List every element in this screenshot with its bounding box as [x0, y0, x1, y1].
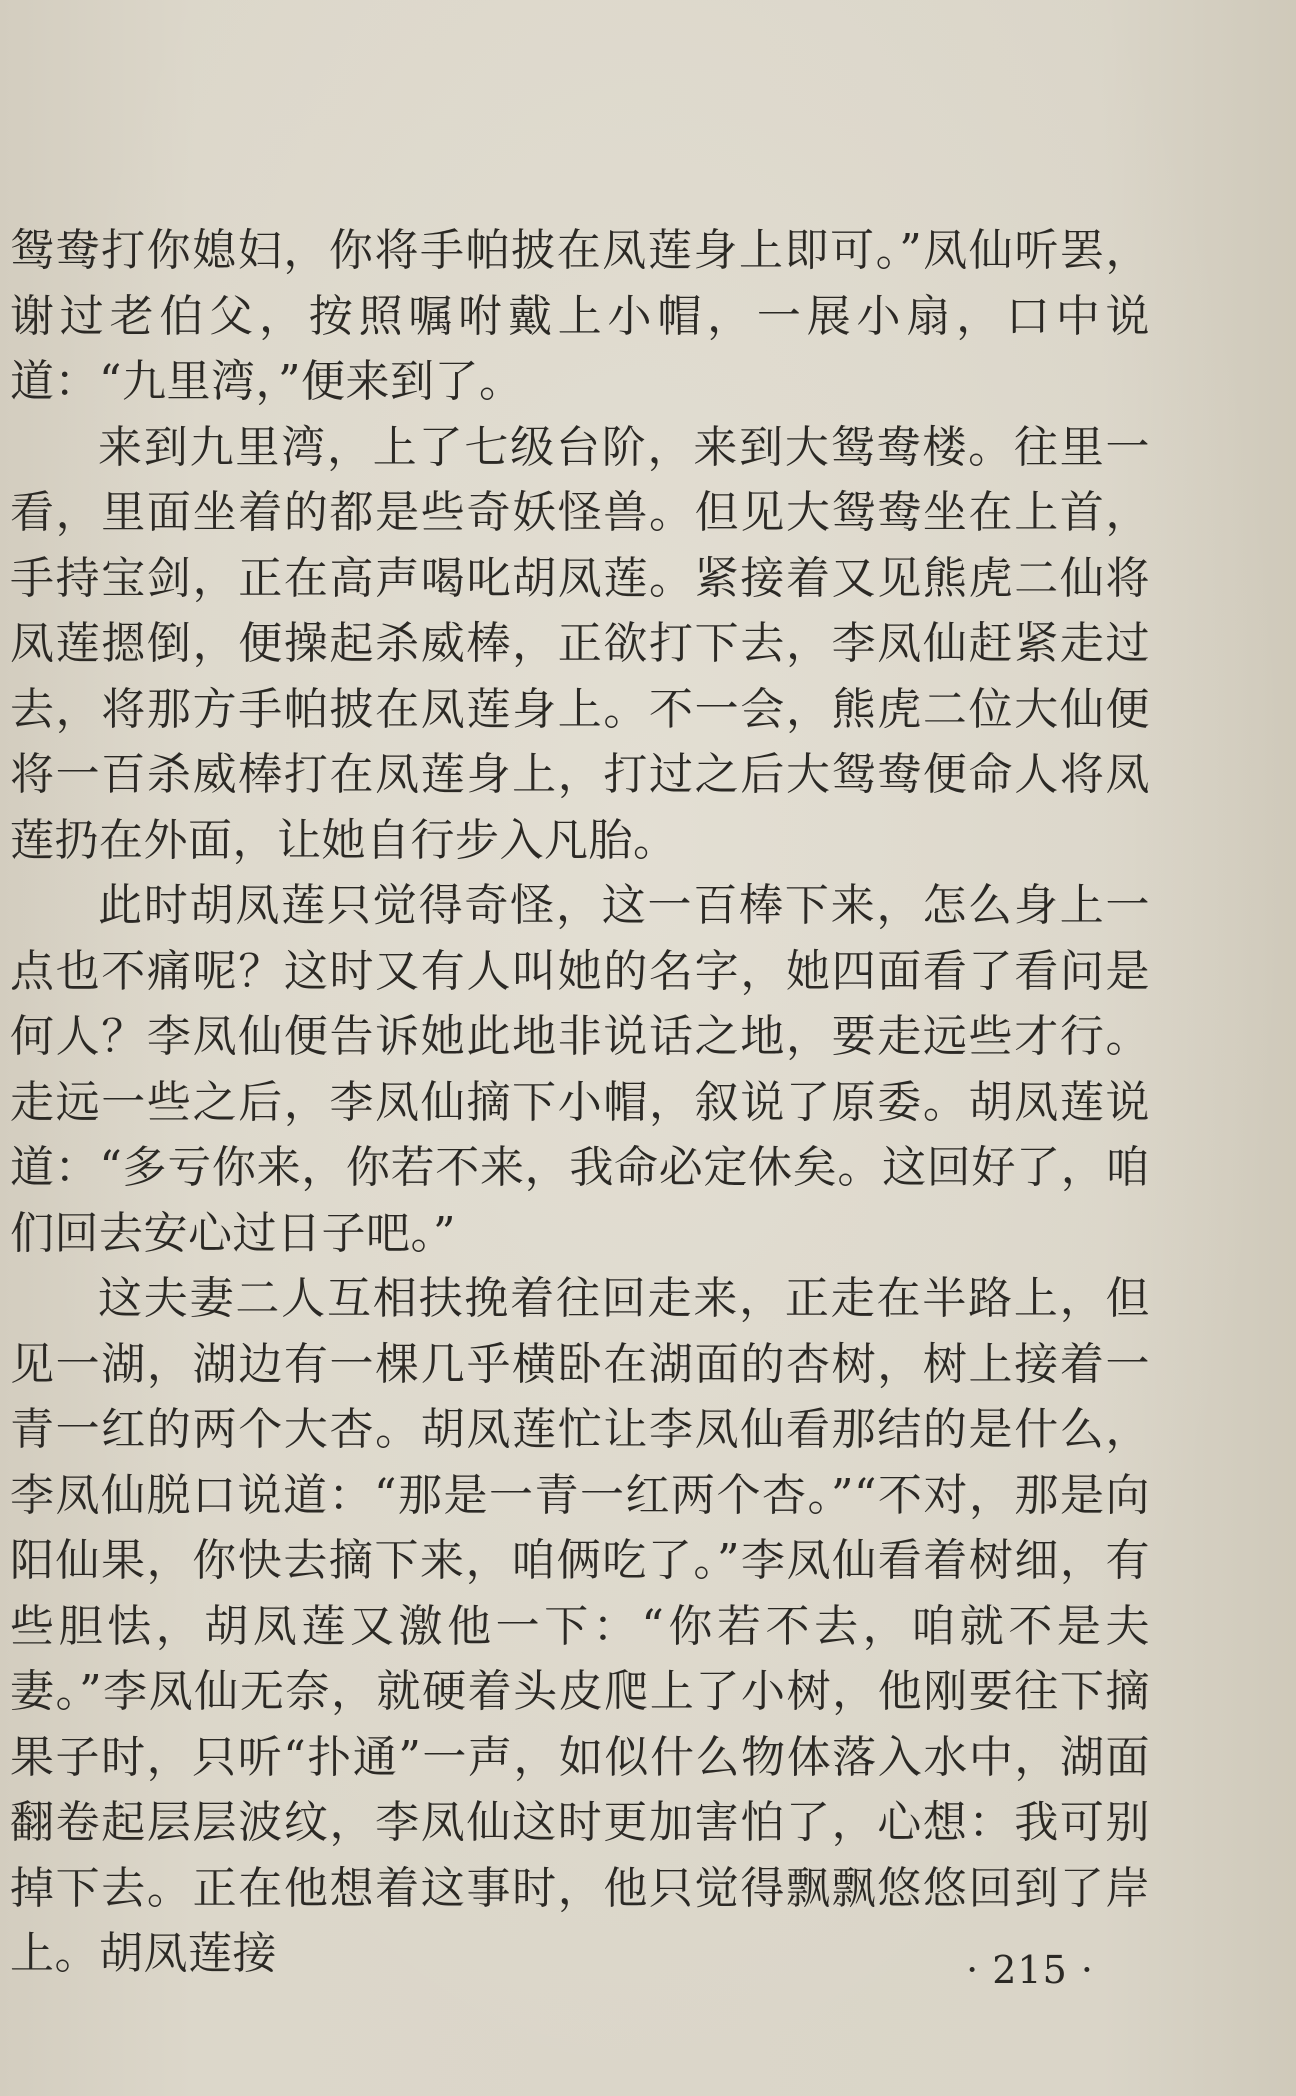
body-text: [10, 218, 1150, 1987]
page-number: · 215 ·: [966, 1948, 1094, 1992]
paragraph-4: 这夫妻二人互相扶挽着往回走来，正走在半路上，但见一湖，湖边有一棵几乎横卧在湖面的杏树，树上接着一青一红的两个大杏。胡凤莲忙让李凤仙看那结的是什么，李凤仙脱口说道：“那是一青一红两个杏。”“不对，那是向阳仙果，你快去摘下来，咱俩吃了。”李凤仙看着树细，有些胆怯，胡凤莲又激他一下：“你若不去，咱就不是夫妻。”李凤仙无奈，就硬着头皮爬上了小树，他刚要往下摘果子时，只听“扑通”一声，如似什么物体落入水中，湖面翻卷起层层波纹，李凤仙这时更加害怕了，心想：我可别掉下去。正在他想着这事时，他只觉得飘飘悠悠回到了岸上。胡凤莲接: [10, 1273, 1150, 1979]
paragraph-2: 来到九里湾，上了七级台阶，来到大鸳鸯楼。往里一看，里面坐着的都是些奇妖怪兽。但见大鸳鸯坐在上首，手持宝剑，正在高声喝叱胡凤莲。紧接着又见熊虎二仙将凤莲摁倒，便操起杀威棒，正欲打下去，李凤仙赶紧走过去，将那方手帕披在凤莲身上。不一会，熊虎二位大仙便将一百杀威棒打在凤莲身上，打过之后大鸳鸯便命人将凤莲扔在外面，让她自行步入凡胎。: [10, 421, 1150, 866]
paragraph-1: 鸳鸯打你媳妇，你将手帕披在凤莲身上即可。”凤仙听罢，谢过老伯父，按照嘱咐戴上小帽，一展小扇，口中说道：“九里湾，”便来到了。: [10, 225, 1150, 407]
paragraph-3: 此时胡凤莲只觉得奇怪，这一百棒下来，怎么身上一点也不痛呢？这时又有人叫她的名字，她四面看了看问是何人？李凤仙便告诉她此地非说话之地，要走远些才行。走远一些之后，李凤仙摘下小帽，叙说了原委。胡凤莲说道：“多亏你来，你若不来，我命必定休矣。这回好了，咱们回去安心过日子吧。”: [10, 880, 1150, 1259]
